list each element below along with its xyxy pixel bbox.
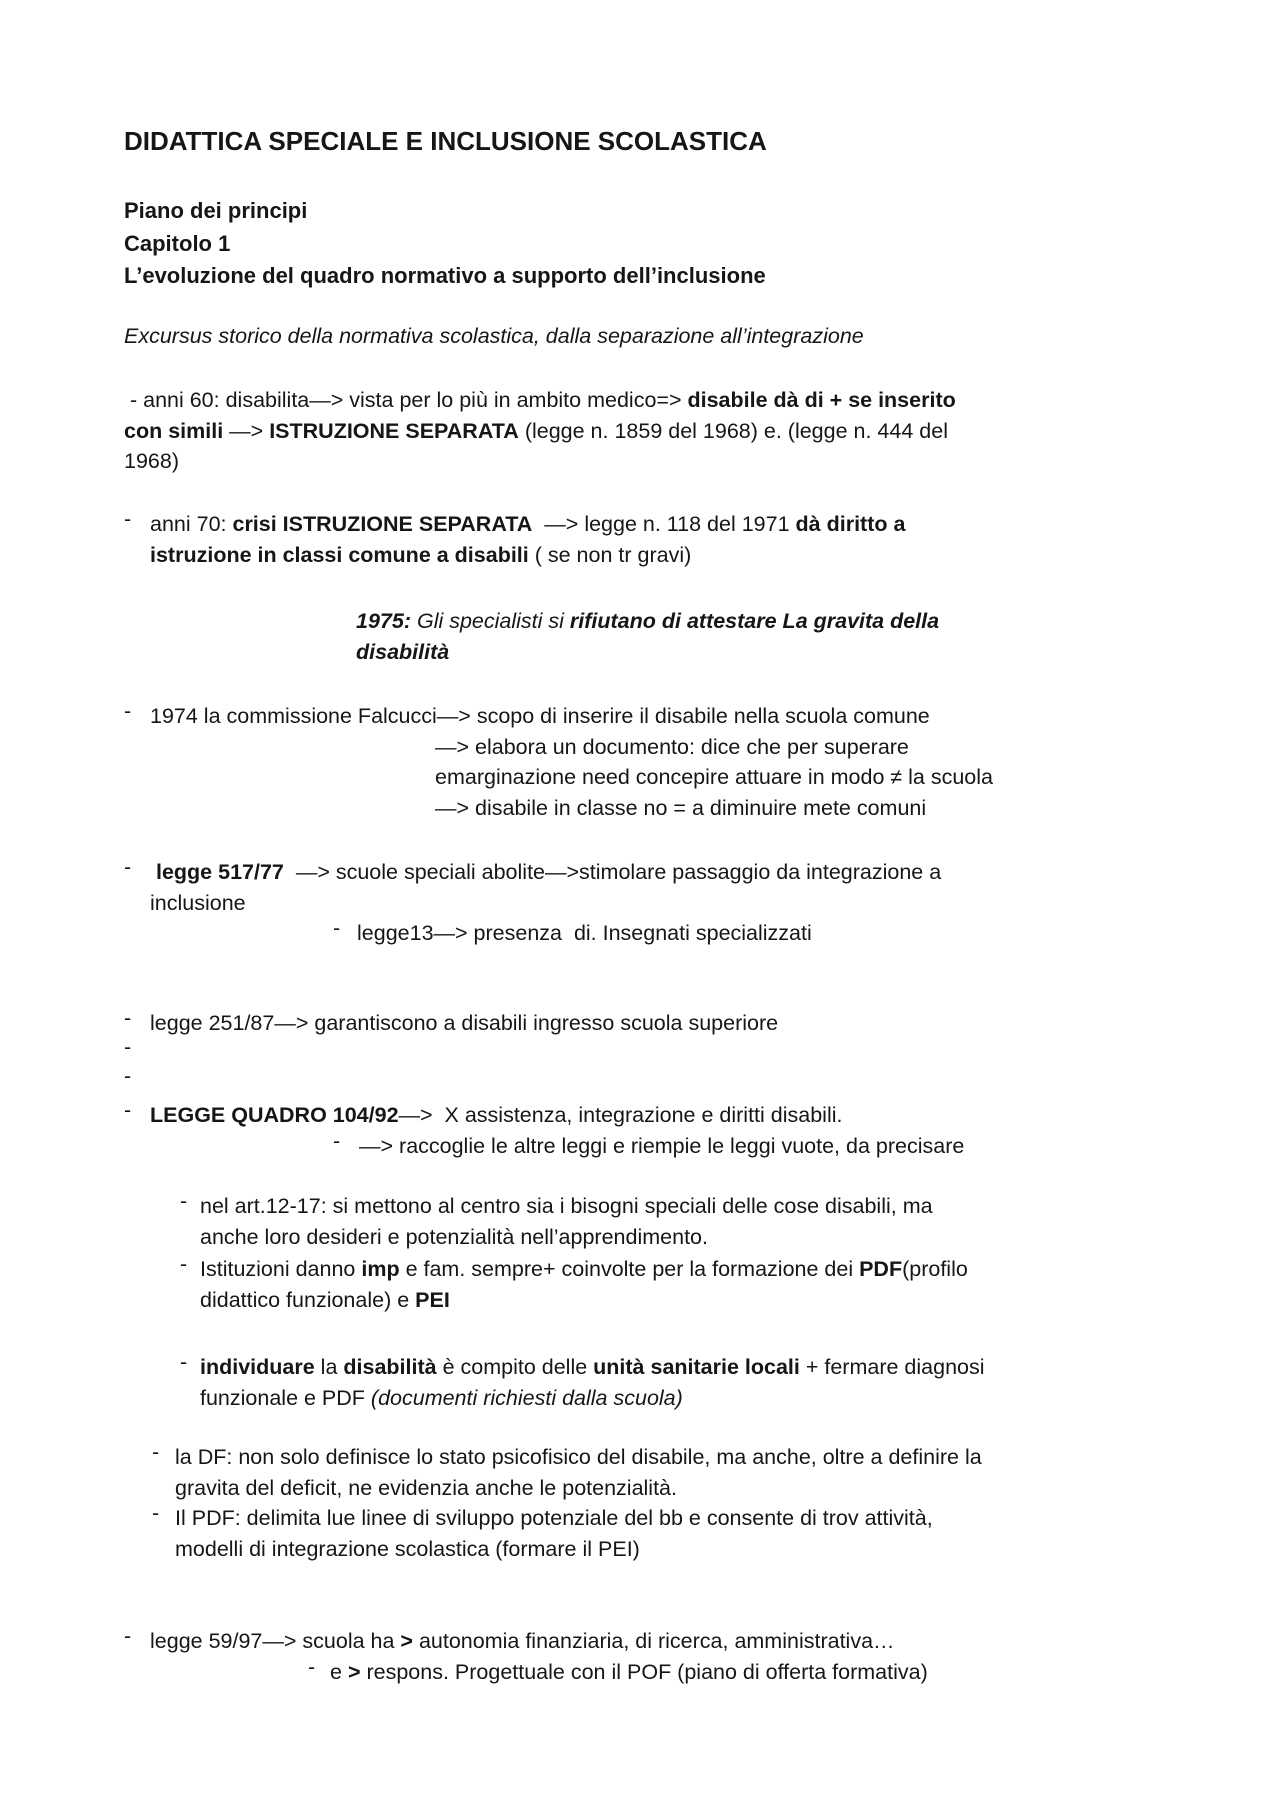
line — [175, 1442, 982, 1473]
text-segment: modelli di integrazione scolastica (formare il PEI) — [175, 1536, 640, 1561]
line — [150, 793, 993, 824]
text-segment: respons. Progettuale con il POF (piano di offerta formativa) — [360, 1659, 928, 1684]
line — [200, 1222, 933, 1253]
bold-text: legge 517/77 — [155, 860, 284, 884]
text-segment: è compito delle — [436, 1355, 594, 1379]
text-segment: funzionale e PDF — [200, 1385, 371, 1410]
line — [150, 888, 941, 919]
line — [150, 762, 993, 793]
doc-title: DIDATTICA SPECIALE E INCLUSIONE SCOLASTICA — [124, 126, 767, 156]
line — [150, 857, 941, 888]
line — [150, 509, 905, 540]
text-segment: e — [330, 1659, 348, 1684]
item-legge-251 — [124, 1006, 779, 1039]
bold-text: ISTRUZIONE SEPARATA — [269, 418, 519, 443]
line — [124, 385, 956, 416]
list-bullet: - — [152, 1501, 160, 1525]
item-legge-104 — [124, 1098, 965, 1161]
sub-item-legge-13 — [150, 918, 941, 949]
text-segment: 1974 la commissione Falcucci—> scopo di inserire il disabile nella scuola comune — [150, 704, 930, 728]
text-segment: —> disabile in classe no = a diminuire mete comuni — [435, 795, 927, 820]
text-segment: anni 70: — [150, 512, 233, 536]
text-segment: 1968) — [124, 449, 179, 473]
text-segment: ( se non tr gravi) — [528, 542, 692, 567]
bold-text: PDF — [859, 1257, 903, 1281]
item-legge-517 — [124, 855, 942, 949]
text-segment: (profilo — [902, 1257, 968, 1281]
text-segment: —> X assistenza, integrazione e diritti disabili. — [398, 1103, 843, 1127]
line — [175, 1503, 933, 1534]
line — [175, 1534, 933, 1565]
list-bullet: - — [124, 1006, 132, 1030]
section-label: Piano dei principi — [124, 198, 308, 223]
bold-italic-text: rifiutano di attestare La gravita della — [569, 609, 940, 633]
bold-text: dà diritto a — [795, 512, 906, 536]
line — [150, 540, 905, 571]
sub-item — [150, 1654, 928, 1689]
list-bullet: - — [180, 1252, 188, 1276]
bold-italic-text: 1975: — [356, 609, 411, 633]
text-segment: didattico funzionale) e — [200, 1287, 416, 1312]
text-segment: la — [314, 1355, 344, 1379]
item-falcucci — [124, 699, 994, 823]
text-segment: gravita del deficit, ne evidenzia anche le potenzialità. — [175, 1475, 677, 1500]
text-segment: —> scuole speciali abolite—>stimolare passaggio da integrazione a — [283, 860, 942, 884]
line — [200, 1285, 968, 1316]
list-bullet: - — [308, 1654, 316, 1679]
text-segment: + fermare diagnosi — [799, 1355, 985, 1379]
line — [200, 1383, 985, 1414]
item-anni-70 — [124, 507, 906, 570]
text-segment: —> elabora un documento: dice che per superare — [435, 734, 909, 759]
list-bullet: - — [124, 1098, 132, 1122]
item-individuare — [180, 1350, 985, 1413]
chapter-header — [124, 195, 766, 293]
text-segment: —> — [223, 418, 270, 443]
text-segment: legge13—> presenza di. Insegnati specializzati — [357, 921, 812, 945]
bold-text: crisi ISTRUZIONE SEPARATA — [232, 512, 533, 536]
italic-text: Gli specialisti si — [411, 609, 570, 633]
italic-text: (documenti richiesti dalla scuola) — [370, 1385, 683, 1410]
note-1975 — [356, 606, 939, 667]
line — [200, 1352, 985, 1383]
line — [124, 416, 956, 447]
chapter-label: Capitolo 1 — [124, 230, 231, 256]
list-bullet: - — [124, 1624, 132, 1648]
subtitle: Excursus storico della normativa scolastica, dalla separazione all’integrazione — [124, 324, 864, 348]
line — [150, 1008, 778, 1039]
line — [356, 606, 939, 637]
list-bullet: - — [124, 699, 132, 723]
bold-text: > — [347, 1659, 361, 1684]
text-segment: - anni 60: disabilita—> vista per lo più in ambito medico=> — [124, 388, 688, 412]
text-segment: (legge n. 1859 del 1968) e. (legge n. 444 del — [518, 418, 948, 443]
bold-text: con simili — [124, 418, 224, 443]
text-segment: Istituzioni danno — [200, 1257, 362, 1281]
bold-text: istruzione in classi comune a disabili — [150, 542, 529, 567]
line — [150, 701, 993, 732]
list-bullet: - — [333, 1128, 341, 1153]
line — [356, 637, 939, 668]
line — [124, 446, 956, 477]
item-istituzioni — [180, 1252, 968, 1315]
line — [150, 1626, 928, 1657]
text-segment: e fam. sempre+ coinvolte per la formazione dei — [399, 1257, 860, 1281]
text-segment: la DF: non solo definisce lo stato psicofisico del disabile, ma anche, oltre a definire la — [175, 1445, 982, 1469]
line — [200, 1254, 968, 1285]
bold-text: imp — [361, 1257, 400, 1281]
list-bullet: - — [180, 1189, 188, 1213]
list-bullet: - — [124, 1064, 132, 1088]
bold-text: unità sanitarie locali — [593, 1355, 800, 1379]
line — [150, 1100, 964, 1131]
item-legge-59 — [124, 1624, 928, 1689]
line — [150, 732, 993, 763]
bold-text: PEI — [415, 1287, 450, 1312]
item-df — [152, 1440, 982, 1503]
list-bullet: - — [180, 1350, 188, 1374]
item-art-12-17 — [180, 1189, 933, 1252]
text-segment: legge 251/87—> garantiscono a disabili ingresso scuola superiore — [150, 1011, 779, 1035]
text-segment: —> legge n. 118 del 1971 — [532, 512, 796, 536]
line — [175, 1473, 982, 1504]
chapter-title: L’evoluzione del quadro normativo a supporto dell’inclusione — [124, 263, 766, 288]
list-bullet: - — [124, 1035, 132, 1059]
text-segment: legge 59/97—> scuola ha — [150, 1629, 401, 1653]
bold-text: individuare — [200, 1355, 315, 1379]
bold-italic-text: disabilità — [356, 639, 450, 664]
bold-text: > — [400, 1629, 413, 1653]
text-segment: anche loro desideri e potenzialità nell’apprendimento. — [200, 1224, 708, 1249]
bold-text: disabilità — [343, 1355, 437, 1379]
item-anni-60 — [124, 385, 956, 477]
list-bullet: - — [333, 916, 341, 940]
list-bullet: - — [124, 507, 132, 531]
sub-item — [150, 1128, 965, 1162]
line — [200, 1191, 933, 1222]
bold-text: LEGGE QUADRO 104/92 — [150, 1103, 399, 1127]
text-segment: autonomia finanziaria, di ricerca, amministrativa… — [412, 1629, 895, 1653]
list-bullet: - — [124, 855, 132, 879]
text-segment: Il PDF: delimita lue linee di sviluppo potenziale del bb e consente di trov attività, — [175, 1506, 933, 1530]
text-segment: nel art.12-17: si mettono al centro sia i bisogni speciali delle cose disabili, ma — [200, 1194, 933, 1218]
text-segment: —> raccoglie le altre leggi e riempie le leggi vuote, da precisare — [359, 1133, 965, 1158]
text-segment: inclusione — [150, 890, 246, 915]
item-pdf — [152, 1501, 933, 1564]
text-segment: emarginazione need concepire attuare in modo ≠ la scuola — [435, 765, 994, 789]
bold-text: disabile dà di + se inserito — [687, 388, 956, 412]
list-bullet: - — [152, 1440, 160, 1464]
